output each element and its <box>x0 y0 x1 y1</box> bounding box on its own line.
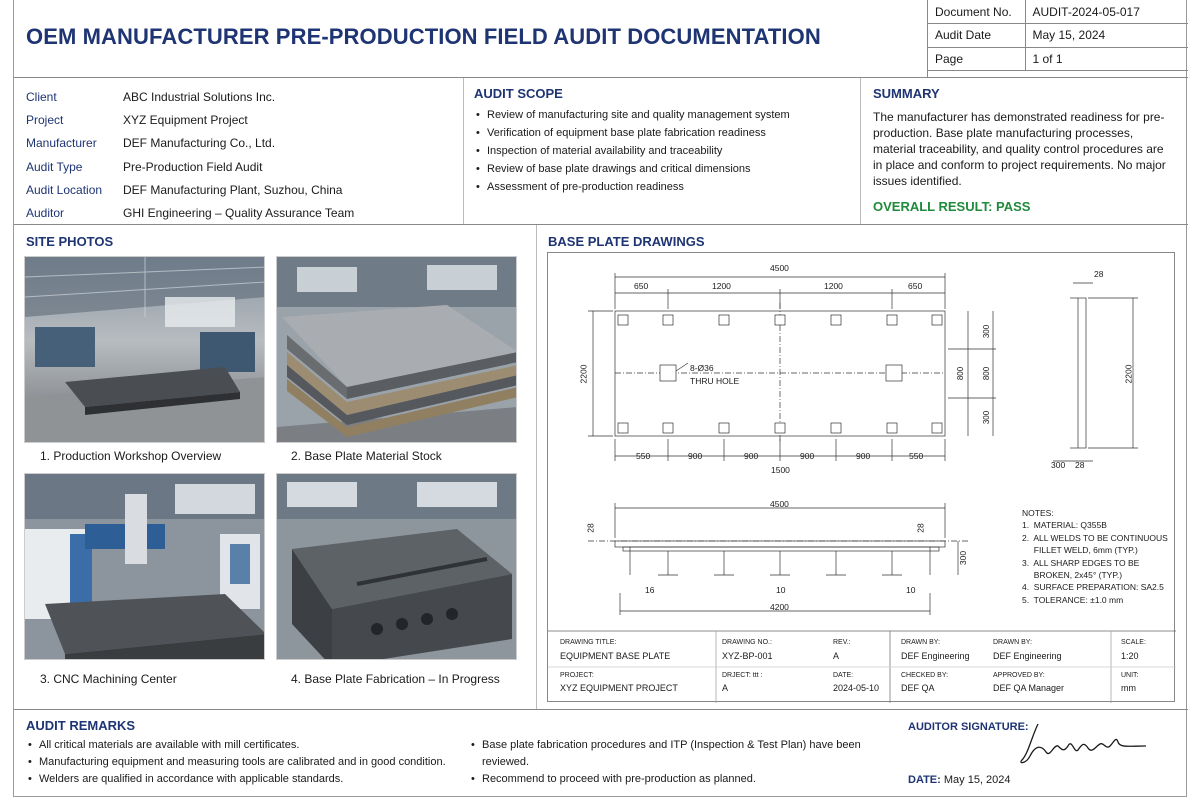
note-item: 5. TOLERANCE: ±1.0 mm <box>1022 594 1124 605</box>
signature-date <box>908 774 1011 786</box>
summary-heading: SUMMARY <box>873 86 940 101</box>
tb-value: mm <box>1121 683 1136 693</box>
tb-label: SCALE: <box>1121 639 1146 646</box>
document-title: OEM MANUFACTURER PRE-PRODUCTION FIELD AUDIT DOCUMENTATION <box>26 24 821 49</box>
scope-item: • Assessment of pre-production readiness <box>474 178 854 196</box>
tb-value: A <box>833 651 840 661</box>
tb-value: DEF Engineering <box>993 651 1062 661</box>
info-key: Audit Type <box>26 159 83 174</box>
dim-right: 300 <box>982 324 992 339</box>
dim-right: 800 <box>956 366 966 381</box>
note-item: 2. ALL WELDS TO BE CONTINUOUS <box>1022 532 1168 543</box>
audit-info <box>26 85 354 225</box>
note-item: 3. ALL SHARP EDGES TO BE <box>1022 557 1140 568</box>
remarks-divider <box>14 709 1188 710</box>
tb-label: DRAWN BY: <box>993 639 1033 646</box>
header-divider <box>14 77 1188 78</box>
side-dim: 28 <box>1075 460 1085 470</box>
doc-number-value: AUDIT-2024-05-017 <box>1025 0 1188 24</box>
tb-value: XYZ-BP-001 <box>722 651 773 661</box>
elev-dim: 10 <box>776 585 786 595</box>
hole-callout: 8-Ø36 <box>690 363 714 373</box>
remark-item: • Welders are qualified in accordance with applicable standards. <box>26 771 466 788</box>
scope-item: • Verification of equipment base plate fabrication readiness <box>474 124 854 142</box>
info-row-audit-type <box>26 155 354 178</box>
drawing-notes <box>1022 507 1168 606</box>
photo-cnc-machining <box>24 473 265 660</box>
elev-dim: 300 <box>958 550 969 566</box>
signature-date-label: DATE: <box>908 774 941 786</box>
photo-caption: 3. CNC Machining Center <box>40 672 177 686</box>
doc-row-number <box>928 0 1188 24</box>
info-row-location <box>26 178 354 201</box>
info-key: Audit Location <box>26 182 103 197</box>
note-item: 1. MATERIAL: Q355B <box>1022 520 1107 531</box>
info-row-project <box>26 108 354 131</box>
audit-document <box>13 0 1187 797</box>
remark-item: • Recommend to proceed with pre-production as planned. <box>469 771 909 788</box>
signature-date-value: May 15, 2024 <box>943 774 1011 786</box>
dim-bottom: 550 <box>909 451 924 461</box>
page-value: 1 of 1 <box>1025 47 1188 71</box>
scope-list <box>474 106 854 196</box>
remarks-list-left <box>26 737 466 788</box>
info-key: Auditor <box>26 206 65 221</box>
photos-drawings-divider <box>536 225 537 709</box>
dim-bottom: 900 <box>744 451 759 461</box>
tb-value: 2024-05-10 <box>833 683 880 693</box>
doc-row-date <box>928 24 1188 48</box>
side-dim: 28 <box>1094 269 1104 279</box>
document-info-box <box>927 0 1188 78</box>
tb-label: REV.: <box>833 639 851 646</box>
remark-item: • Base plate fabrication procedures and ITP (Inspection & Test Plan) have been reviewed. <box>469 737 909 771</box>
hole-note: THRU HOLE <box>690 376 740 386</box>
dim-center: 1500 <box>771 465 790 475</box>
site-photos-heading: SITE PHOTOS <box>26 234 114 249</box>
elev-dim: 16 <box>645 585 655 595</box>
info-value: XYZ Equipment Project <box>123 112 248 127</box>
photo-caption: 1. Production Workshop Overview <box>40 449 222 463</box>
remarks-list-right <box>469 737 909 788</box>
side-dim: 2200 <box>1123 364 1134 384</box>
info-scope-divider <box>463 78 464 224</box>
dim-bottom: 550 <box>636 451 651 461</box>
elev-dim: 28 <box>585 523 596 533</box>
dim-top: 1200 <box>712 281 731 291</box>
page-label: Page <box>928 47 1025 71</box>
base-plate-drawing <box>547 252 1175 702</box>
info-row-auditor <box>26 201 354 224</box>
photo-caption: 2. Base Plate Material Stock <box>291 449 442 463</box>
doc-row-page <box>928 47 1188 71</box>
audit-date-label: Audit Date <box>928 24 1025 48</box>
dim-bottom: 900 <box>800 451 815 461</box>
photo-workshop-overview <box>24 256 265 443</box>
remark-item: • Manufacturing equipment and measuring tools are calibrated and in good condition. <box>26 754 466 771</box>
dim-height: 2200 <box>578 364 589 384</box>
dim-top: 1200 <box>824 281 843 291</box>
info-key: Client <box>26 89 57 104</box>
info-value: Pre-Production Field Audit <box>123 159 263 174</box>
info-row-client <box>26 85 354 108</box>
info-row-manufacturer <box>26 132 354 155</box>
dim-right: 800 <box>982 366 992 381</box>
remarks-heading: AUDIT REMARKS <box>26 718 136 733</box>
tb-label: UNIT: <box>1121 672 1139 679</box>
photo-fabrication-progress <box>276 473 517 660</box>
tb-value: A <box>722 683 729 693</box>
photo-material-stock <box>276 256 517 443</box>
info-key: Project <box>26 112 64 127</box>
dim-bottom: 900 <box>688 451 703 461</box>
tb-label: DATE: <box>833 672 854 679</box>
dim-top: 650 <box>908 281 923 291</box>
tb-value: DEF QA <box>901 683 935 693</box>
scope-heading: AUDIT SCOPE <box>474 86 563 101</box>
signature-label: AUDITOR SIGNATURE: <box>908 721 1029 733</box>
tb-label: DRAWN BY: <box>901 639 941 646</box>
auditor-signature <box>1018 716 1148 766</box>
tb-value: DEF QA Manager <box>993 683 1065 693</box>
tb-label: DRJECT: ttt : <box>722 672 763 679</box>
tb-value: EQUIPMENT BASE PLATE <box>560 651 671 661</box>
elev-dim: 28 <box>915 523 926 533</box>
summary-text: The manufacturer has demonstrated readiness for pre-production. Base plate manufacturing processes, material traceability, and quality control procedures are in place and conform to project requirements. No major issues identified. <box>873 110 1166 188</box>
info-key: Manufacturer <box>26 136 97 151</box>
notes-heading: NOTES: <box>1022 508 1054 518</box>
dim-top: 650 <box>634 281 649 291</box>
info-value: GHI Engineering – Quality Assurance Team <box>123 206 355 221</box>
elev-dim: 10 <box>906 585 916 595</box>
tb-label: APPROVED BY: <box>993 672 1045 679</box>
info-value: DEF Manufacturing Plant, Suzhou, China <box>123 182 343 197</box>
dim-bottom: 900 <box>856 451 871 461</box>
elev-dim: 4200 <box>770 602 789 612</box>
tb-value: 1:20 <box>1121 651 1139 661</box>
tb-value: XYZ EQUIPMENT PROJECT <box>560 683 678 693</box>
tb-value: DEF Engineering <box>901 651 970 661</box>
scope-item: • Inspection of material availability and traceability <box>474 142 854 160</box>
doc-number-label: Document No. <box>928 0 1025 24</box>
remark-item: • All critical materials are available with mill certificates. <box>26 737 466 754</box>
tb-label: DRAWING NO.: <box>722 639 772 646</box>
note-item: FILLET WELD, 6mm (TYP.) <box>1022 545 1138 556</box>
drawings-heading: BASE PLATE DRAWINGS <box>548 234 705 249</box>
elev-dim: 4500 <box>770 499 789 509</box>
overall-result: OVERALL RESULT: PASS <box>873 199 1031 214</box>
tb-label: PROJECT: <box>560 672 594 679</box>
scope-item: • Review of manufacturing site and quality management system <box>474 106 854 124</box>
note-item: BROKEN, 2x45° (TYP.) <box>1022 570 1123 581</box>
audit-date-value: May 15, 2024 <box>1025 24 1188 48</box>
photo-caption: 4. Base Plate Fabrication – In Progress <box>291 672 500 686</box>
tb-label: DRAWING TITLE: <box>560 639 617 646</box>
section-divider <box>14 224 1188 225</box>
note-item: 4. SURFACE PREPARATION: SA2.5 <box>1022 582 1164 593</box>
side-dim: 300 <box>1051 460 1066 470</box>
scope-item: • Review of base plate drawings and critical dimensions <box>474 160 854 178</box>
info-value: DEF Manufacturing Co., Ltd. <box>123 136 276 151</box>
tb-label: CHECKED BY: <box>901 672 949 679</box>
info-value: ABC Industrial Solutions Inc. <box>123 89 276 104</box>
dim-right: 300 <box>982 410 992 425</box>
dim-overall: 4500 <box>770 263 789 273</box>
scope-summary-divider <box>860 78 861 224</box>
